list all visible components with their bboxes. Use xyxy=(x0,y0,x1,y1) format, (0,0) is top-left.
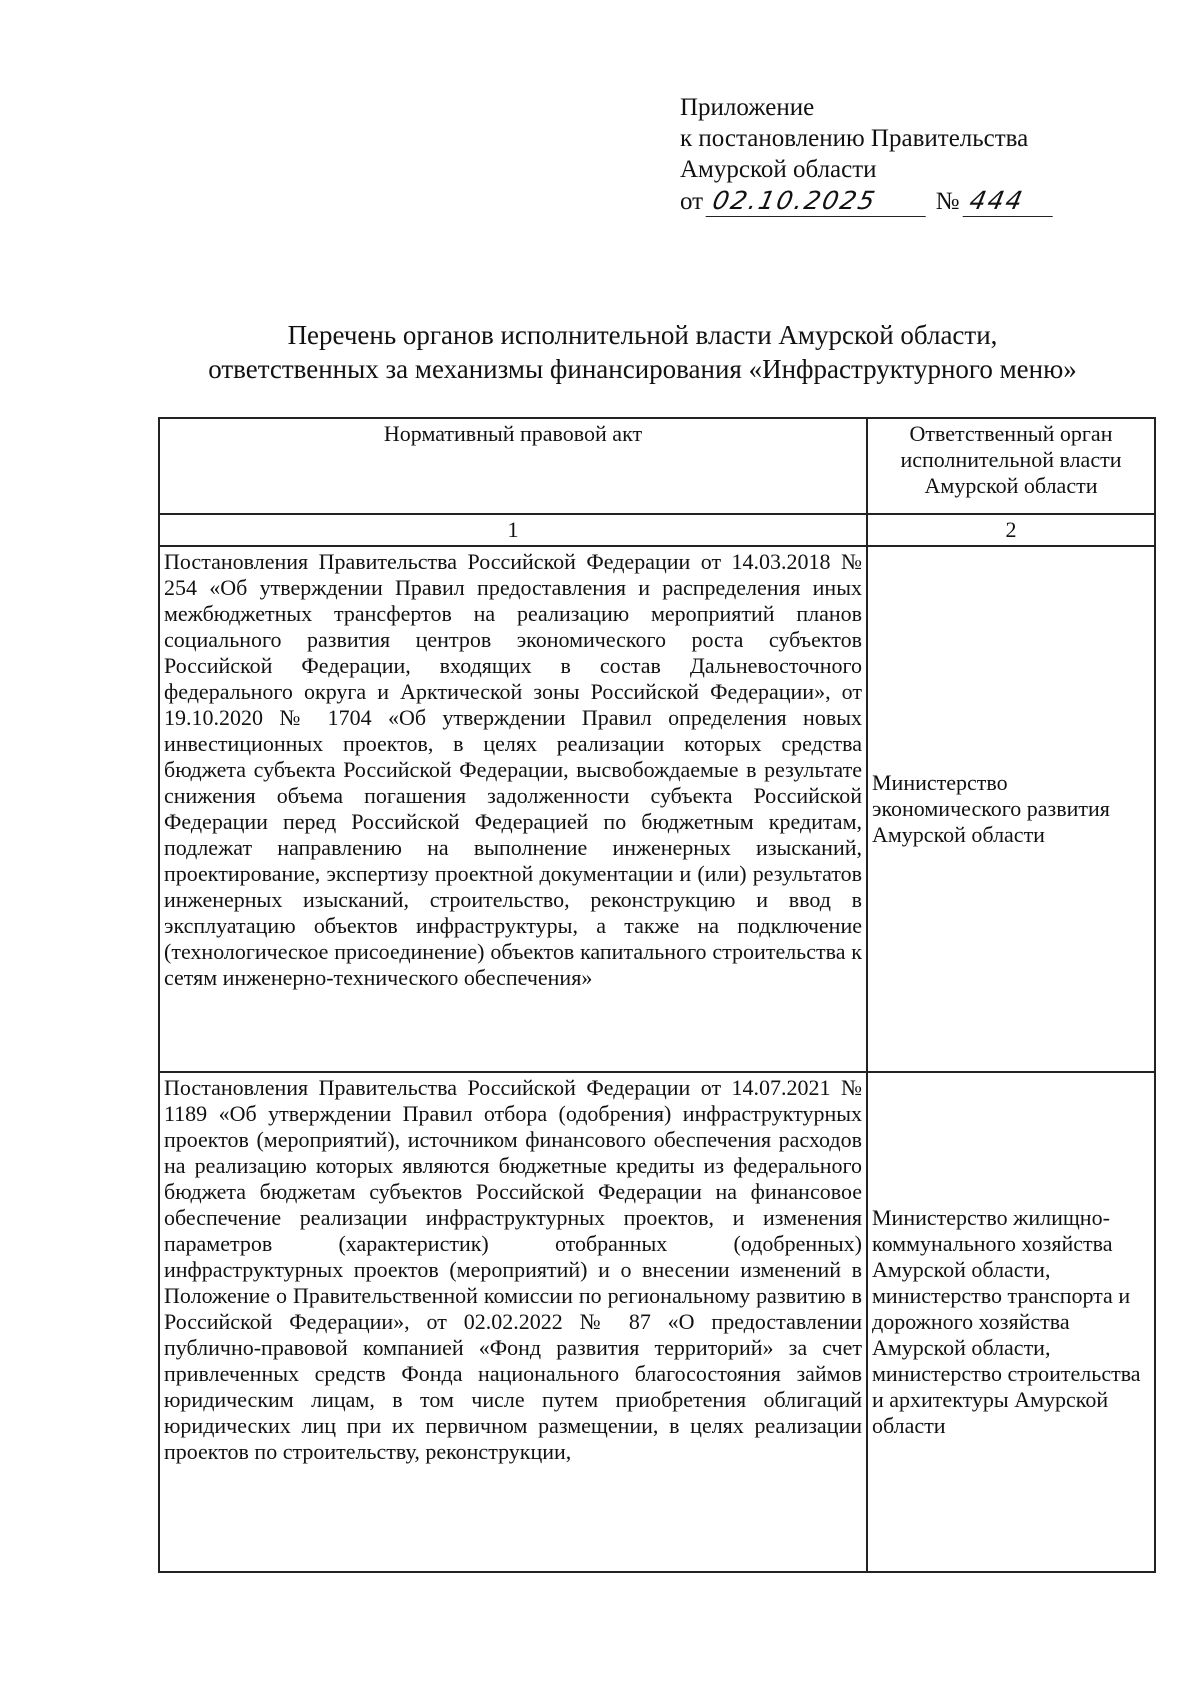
number-prefix: № xyxy=(935,188,960,215)
table-row xyxy=(159,546,1155,1072)
document-title xyxy=(120,318,1165,386)
appendix-date-line xyxy=(680,185,1056,217)
header-org: Ответственный орган исполнительной власти Амурской области xyxy=(867,418,1155,514)
title-line-1: Перечень органов исполнительной власти Амурской области, xyxy=(287,320,998,350)
table-row xyxy=(159,1072,1155,1572)
appendix-reference: к постановлению Правительства xyxy=(680,125,1029,152)
handwritten-date: 02.10.2025 xyxy=(706,185,933,217)
table-header-row xyxy=(159,418,1155,514)
row-2-act: Постановления Правительства Российской Федерации от 14.07.2021 № 1189 «Об утверждении Правил отбора (одобрения) инфраструктурных проектов (мероприятий), источником финансового обеспечения расходов на реализацию которых являются бюджетные кредиты из федерального бюджета бюджетам субъектов Российской Федерации на финансовое обеспечение реализации инфраструктурных проектов, и изменения параметров (характеристик) отобранных (одобренных) инфраструктурных проектов (мероприятий) и о внесении изменений в Положение о Правительственной комиссии по региональному развитию в Российской Федерации», от 02.02.2022 № 87 «О предоставлении публично-правовой компанией «Фонд развития территорий» за счет привлеченных средств Фонда национального благосостояния займов юридическим лицам, в том числе путем приобретения облигаций юридических лиц при их первичном размещении, в целях реализации проектов по строительству, реконструкции, xyxy=(159,1072,867,1572)
row-1-act: Постановления Правительства Российской Федерации от 14.03.2018 № 254 «Об утверждении Правил предоставления и распределения иных межбюджетных трансфертов на реализацию мероприятий планов социального развития центров экономического роста субъектов Российской Федерации, входящих в состав Дальневосточного федерального округа и Арктической зоны Российской Федерации», от 19.10.2020 № 1704 «Об утверждении Правил определения новых инвестиционных проектов, в целях реализации которых средства бюджета субъекта Российской Федерации, высвобождаемые в результате снижения объема погашения задолженности субъекта Российской Федерации перед Российской Федерацией по бюджетным кредитам, подлежат направлению на выполнение инженерных изысканий, проектирование, экспертизу проектной документации и (или) результатов инженерных изысканий, строительство, реконструкцию и ввод в эксплуатацию объектов инфраструктуры, а также на подключение (технологическое присоединение) объектов капитального строительства к сетям инженерно-технического обеспечения» xyxy=(159,546,867,1072)
header-act: Нормативный правовой акт xyxy=(159,418,867,514)
appendix-title: Приложение xyxy=(680,94,815,121)
appendix-block xyxy=(680,92,1056,217)
column-number-row xyxy=(159,514,1155,546)
row-1-org: Министерство экономического развития Амурской области xyxy=(867,546,1155,1072)
column-number-2: 2 xyxy=(867,514,1155,546)
column-number-1: 1 xyxy=(159,514,867,546)
responsibility-table xyxy=(158,417,1156,1573)
row-2-org: Министерство жилищно-коммунального хозяйства Амурской области, министерство транспорта и дорожного хозяйства Амурской области, министерство строительства и архитектуры Амурской области xyxy=(867,1072,1155,1572)
appendix-region: Амурской области xyxy=(680,156,877,183)
title-line-2: ответственных за механизмы финансирования «Инфраструктурного меню» xyxy=(208,354,1077,384)
handwritten-number: 444 xyxy=(962,185,1059,217)
date-prefix: от xyxy=(680,188,704,215)
